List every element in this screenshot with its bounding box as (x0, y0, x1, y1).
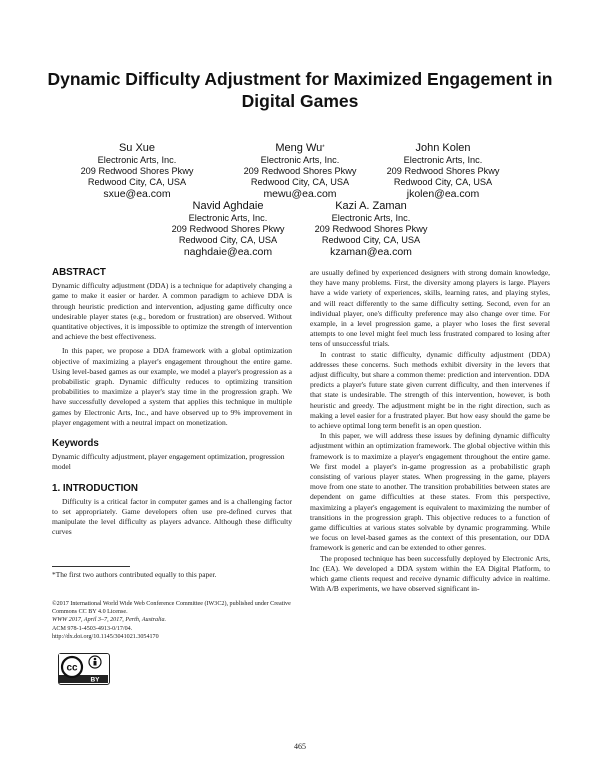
footnote: *The first two authors contributed equally to this paper. (52, 570, 217, 579)
left-column (52, 268, 292, 538)
author-street: 209 Redwood Shores Pkwy (386, 166, 500, 176)
author-email: jkolen@ea.com (406, 188, 480, 200)
page-number: 465 (294, 742, 306, 751)
acm-isbn: ACM 978-1-4503-4913-0/17/04. (52, 625, 133, 632)
cc-label: cc (66, 662, 78, 674)
abstract-paragraph: Dynamic difficulty adjustment (DDA) is a technique for adaptively changing a game to make it easier or harder. A common paradigm to achieve DDA is through heuristic prediction and intervention, adjusting game difficulty once undesirable player states (e.g., boredom or frustration) are observed. Without quantitative objectives, it is impossible to optimize the strength of intervention and achieve the best effectiveness. (52, 281, 292, 342)
author-street: 209 Redwood Shores Pkwy (80, 166, 194, 176)
author-block (296, 200, 446, 259)
author-footnote-mark: * (322, 145, 325, 151)
author-affiliation: Electronic Arts, Inc. (331, 213, 411, 223)
author-name: Meng Wu (275, 142, 323, 154)
intro-heading: 1. INTRODUCTION (52, 482, 138, 494)
author-city: Redwood City, CA, USA (393, 177, 493, 187)
body-paragraph: The proposed technique has been successfully deployed by Electronic Arts, Inc (EA). We developed a DDA system within the EA Digital Platform, to which game clients request and receive dynamic difficulty advice in realtime. With A/B experiments, we have observed significant in- (310, 553, 550, 594)
author-block (153, 200, 303, 259)
author-name: John Kolen (415, 142, 471, 154)
keywords-heading: Keywords (52, 438, 99, 450)
copyright-license: ©2017 International World Wide Web Conference Committee (IW3C2), published under Creative Commons CC BY 4.0 License. (52, 601, 291, 616)
intro-paragraph: Difficulty is a critical factor in computer games and is a challenging factor to set appropriately. Game developers often use pre-defined curves that manipulate the level difficulty as players advance. Although these difficulty curves (52, 496, 292, 537)
author-city: Redwood City, CA, USA (178, 235, 278, 245)
author-block (225, 142, 375, 201)
author-email: kzaman@ea.com (330, 246, 412, 258)
conference-info: WWW 2017, April 3–7, 2017, Perth, Australia. (52, 617, 167, 624)
abstract-paragraph: In this paper, we propose a DDA framework with a global optimization objective of maximizing a player's engagement throughout the entire game. Using level-based games as our example, we model a player's progression as a probabilistic graph. Dynamic difficulty reduces to optimizing transition probabilities to maximize a player's stay time in the progression graph. We have successfully developed a system that applies this technique in multiple games by Electronic Arts, Inc., and have observed up to 9% improvement in player engagement with a neutral impact on monetization. (52, 346, 292, 427)
author-city: Redwood City, CA, USA (321, 235, 421, 245)
author-email: sxue@ea.com (103, 188, 171, 200)
author-street: 209 Redwood Shores Pkwy (243, 166, 357, 176)
copyright-block (52, 600, 297, 641)
body-paragraph: In contrast to static difficulty, dynamic difficulty adjustment (DDA) addresses these concerns. Such methods exhibit diversity in the levers that adjust difficulty, but share a common theme: prediction and intervention. DDA predicts a player's future state given current difficulty, and then intervenes if that state is undesirable. The strength of this intervention, however, is both heuristic and greedy. The adjustment might be in the right direction, such as making a level easier for a frustrated player. But how easy should the game be to achieve optimal long term benefit is an open question. (310, 349, 550, 431)
by-label: BY (90, 676, 100, 683)
footnote-rule (52, 566, 130, 567)
author-email: naghdaie@ea.com (183, 246, 273, 258)
author-affiliation: Electronic Arts, Inc. (403, 155, 483, 165)
cc-by-license-badge (58, 653, 110, 685)
author-email: mewu@ea.com (263, 188, 337, 200)
author-city: Redwood City, CA, USA (87, 177, 187, 187)
cc-by-icon (59, 654, 108, 683)
author-affiliation: Electronic Arts, Inc. (260, 155, 340, 165)
author-name: Navid Aghdaie (192, 200, 264, 212)
body-paragraph: are usually defined by experienced designers with strong domain knowledge, they have many problems. First, the diversity among players is large. Players have a wide variety of experiences, skills, learning rates, and playing styles, and will react differently to the same difficulty setting. Second, even for an individual player, one's difficulty preference may also change over time. For example, in a level progression game, a player who loses the first several attempts to one level might feel much less frustrated compared to losing after tens of unsuccessful trials. (310, 268, 550, 349)
author-block (368, 142, 518, 201)
right-column (310, 268, 550, 595)
author-city: Redwood City, CA, USA (250, 177, 350, 187)
author-affiliation: Electronic Arts, Inc. (188, 213, 268, 223)
body-paragraph: In this paper, we will address these issues by defining dynamic difficulty adjustment within an optimization framework. The global objective within this framework is to maximize a player's engagement throughout the entire game. We first model a player's in-game progression as a probabilistic graph consisting of various player states. When progressing in the game, players move from one state to another. The transition probabilities between states are dependent on game difficulties at these states. From this perspective, maximizing a player's engagement is equivalent to maximizing the number of transitions in the progression graph. This objective reduces to a function of game difficulties at various states solvable by dynamic programming. While we focus on level-based games as the context of this presentation, our DDA framework is generic and can be extended to other genres. (310, 431, 550, 553)
author-name: Su Xue (118, 142, 156, 154)
author-block (62, 142, 212, 201)
doi-link[interactable]: http://dx.doi.org/10.1145/3041021.3054170 (52, 633, 159, 640)
author-name: Kazi A. Zaman (335, 200, 407, 212)
keywords-text: Dynamic difficulty adjustment, player engagement optimization, progression model (52, 452, 285, 472)
author-affiliation: Electronic Arts, Inc. (97, 155, 177, 165)
author-street: 209 Redwood Shores Pkwy (171, 224, 285, 234)
paper-title: Dynamic Difficulty Adjustment for Maximized Engagement in Digital Games (47, 69, 553, 111)
abstract-heading: ABSTRACT (52, 267, 106, 278)
author-street: 209 Redwood Shores Pkwy (314, 224, 428, 234)
